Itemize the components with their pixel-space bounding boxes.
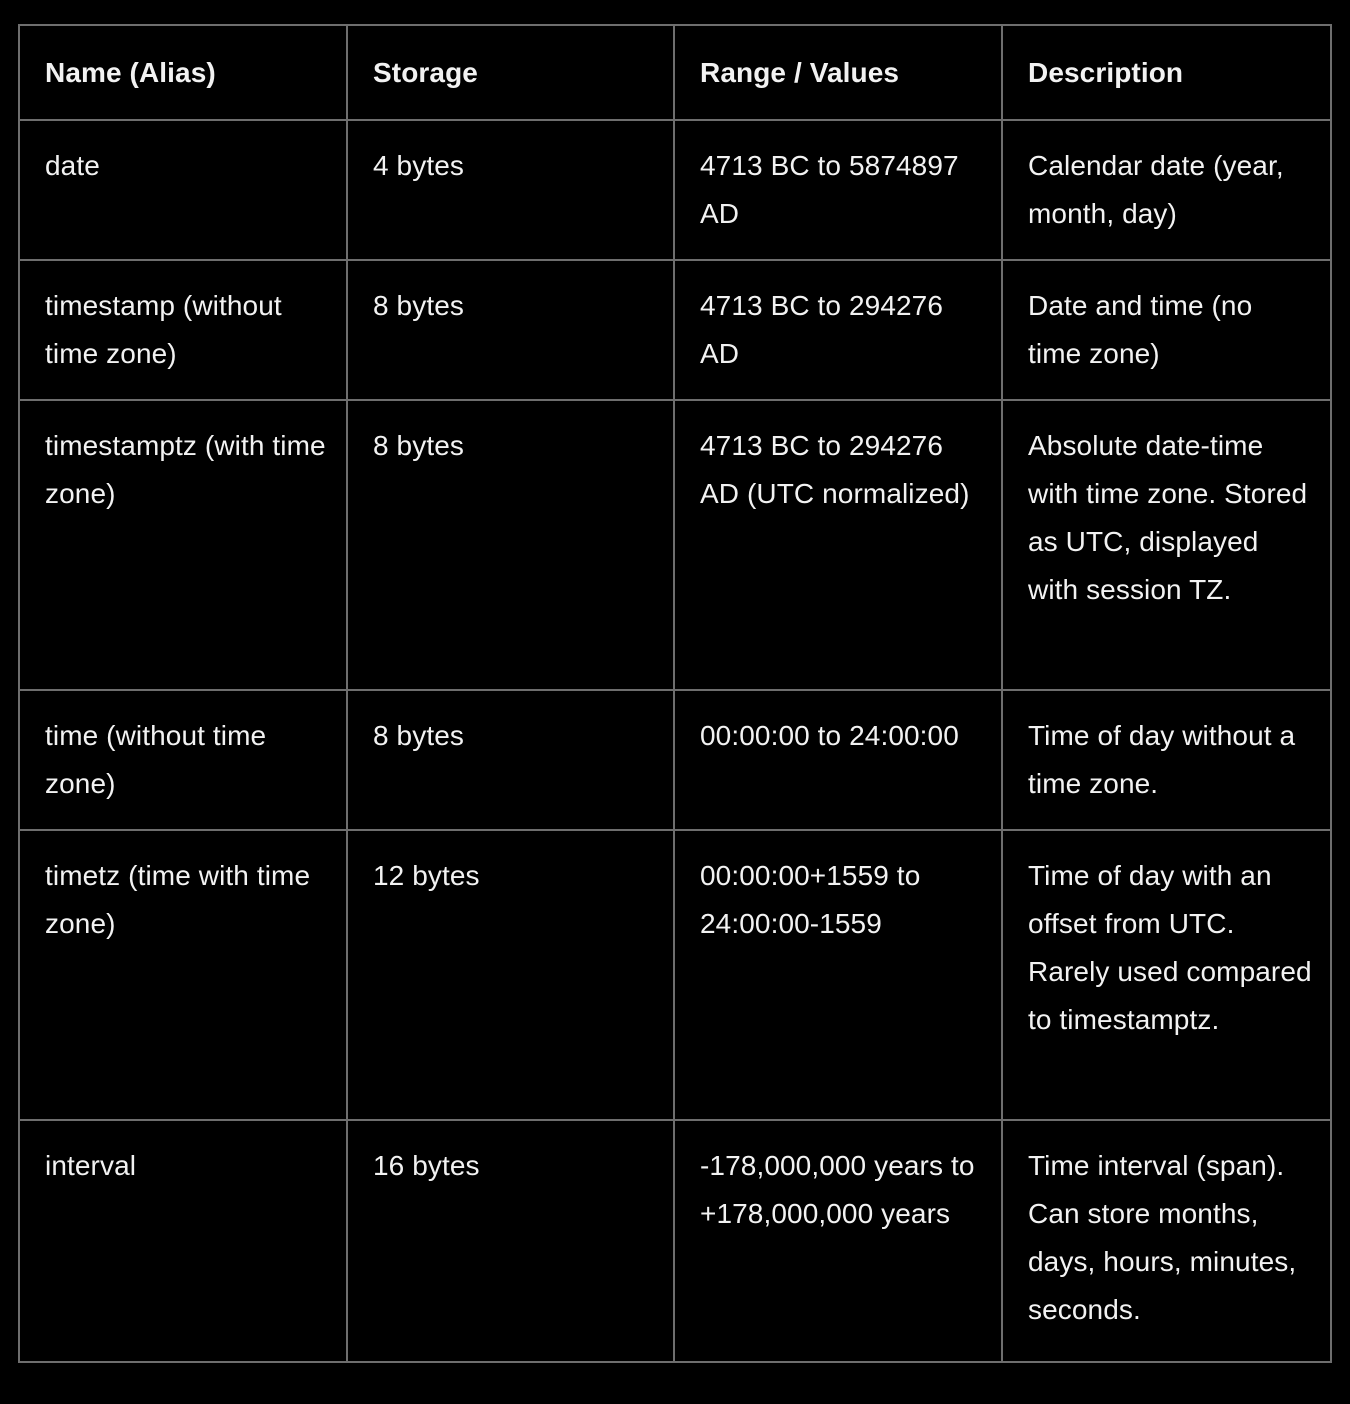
date-time-types-table [18,24,1332,1363]
cell-name: date [19,120,347,260]
cell-description: Date and time (no time zone) [1002,260,1331,400]
cell-name: timestamptz (with time zone) [19,400,347,690]
cell-description: Calendar date (year, month, day) [1002,120,1331,260]
table-row [19,1120,1331,1362]
table-row [19,260,1331,400]
cell-name: timetz (time with time zone) [19,830,347,1120]
table-body [19,120,1331,1362]
cell-range: 4713 BC to 5874897 AD [674,120,1002,260]
header-description: Description [1002,25,1331,120]
cell-storage: 16 bytes [347,1120,674,1362]
cell-range: -178,000,000 years to +178,000,000 years [674,1120,1002,1362]
cell-name: interval [19,1120,347,1362]
header-row [19,25,1331,120]
header-range-values: Range / Values [674,25,1002,120]
cell-range: 00:00:00 to 24:00:00 [674,690,1002,830]
cell-name: timestamp (without time zone) [19,260,347,400]
cell-storage: 8 bytes [347,690,674,830]
table-row [19,120,1331,260]
cell-description: Absolute date-time with time zone. Stored as UTC, displayed with session TZ. [1002,400,1331,690]
cell-storage: 12 bytes [347,830,674,1120]
cell-range: 4713 BC to 294276 AD (UTC normalized) [674,400,1002,690]
cell-description: Time interval (span). Can store months, days, hours, minutes, seconds. [1002,1120,1331,1362]
table-header [19,25,1331,120]
header-storage: Storage [347,25,674,120]
cell-description: Time of day with an offset from UTC. Rarely used compared to timestamptz. [1002,830,1331,1120]
cell-description: Time of day without a time zone. [1002,690,1331,830]
cell-storage: 4 bytes [347,120,674,260]
header-name-alias: Name (Alias) [19,25,347,120]
cell-storage: 8 bytes [347,400,674,690]
cell-name: time (without time zone) [19,690,347,830]
table-row [19,830,1331,1120]
cell-range: 4713 BC to 294276 AD [674,260,1002,400]
table-row [19,400,1331,690]
cell-storage: 8 bytes [347,260,674,400]
cell-range: 00:00:00+1559 to 24:00:00-1559 [674,830,1002,1120]
table-row [19,690,1331,830]
